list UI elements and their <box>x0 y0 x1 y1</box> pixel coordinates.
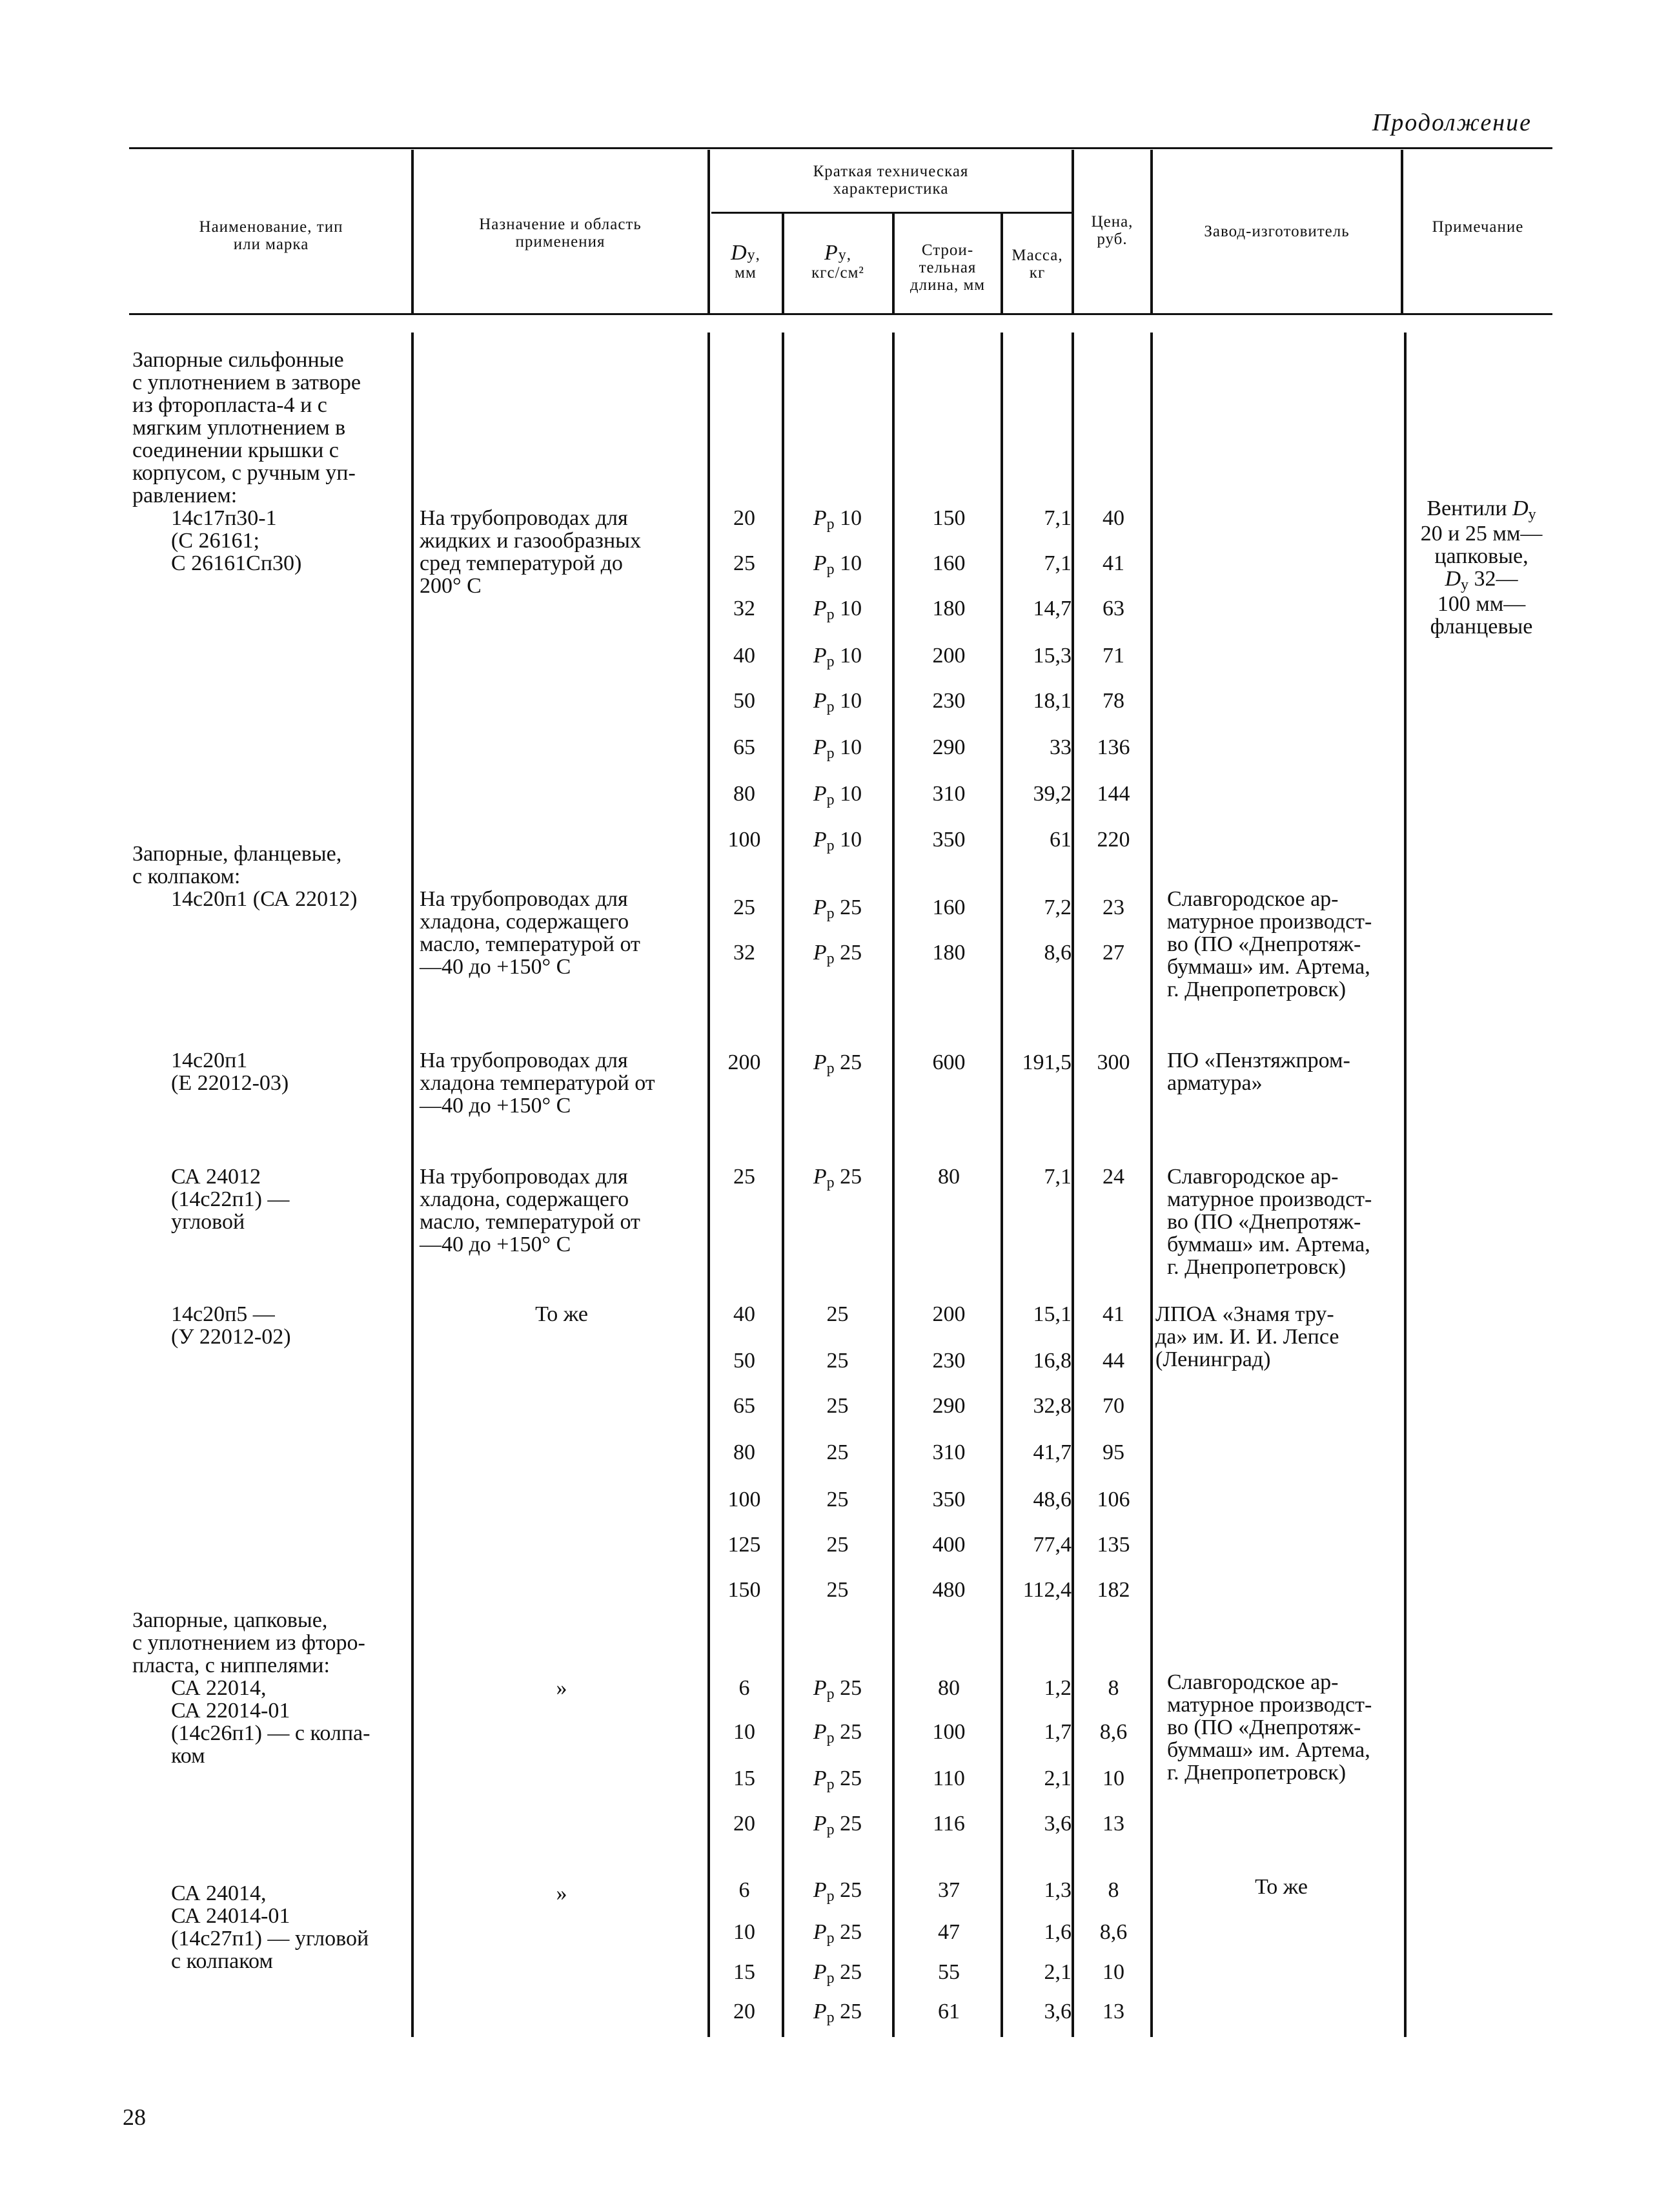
cell-mass: 61 <box>1050 828 1072 852</box>
cell-price: 106 <box>1097 1488 1130 1511</box>
cell-mass: 32,8 <box>1033 1394 1072 1418</box>
cell-length: 230 <box>932 1349 966 1373</box>
cell-length: 80 <box>938 1165 960 1189</box>
header-mass: Масса, кг <box>1011 247 1063 282</box>
note-text: Вентили Dу 20 и 25 мм— цапковые, Dу 32— 100 мм— фланцевые <box>1420 497 1543 639</box>
cell-mass: 7,1 <box>1044 1165 1072 1189</box>
type-name: СА 22014, СА 22014-01 (14с26п1) — с колпа- ком <box>171 1676 371 1768</box>
cell-mass: 39,2 <box>1033 782 1072 806</box>
type-name: 14с20п1 (СА 22012) <box>171 887 358 911</box>
cell-length: 160 <box>932 551 966 575</box>
cell-dy: 10 <box>733 1720 755 1744</box>
cell-price: 300 <box>1097 1050 1130 1074</box>
cell-length: 480 <box>932 1578 966 1602</box>
header-bottom-rule <box>129 313 1552 315</box>
cell-py: 25 <box>826 1488 849 1511</box>
cell-dy: 50 <box>733 689 755 713</box>
cell-length: 290 <box>932 735 966 759</box>
plant-text: Славгородское ар- матурное производст- во (ПО «Днепротяж- буммаш» им. Артема, г. Днепропетровск) <box>1167 887 1372 1001</box>
cell-dy: 25 <box>733 896 755 919</box>
tech-group-rule <box>711 212 1072 214</box>
cell-mass: 16,8 <box>1033 1349 1072 1373</box>
cell-py: Pр 25 <box>813 2000 862 2026</box>
type-name: СА 24014, СА 24014-01 (14с27п1) — угловой с колпаком <box>171 1881 369 1973</box>
col-divider <box>892 333 895 2037</box>
cell-mass: 112,4 <box>1022 1578 1072 1602</box>
cell-dy: 150 <box>727 1578 761 1602</box>
cell-mass: 191,5 <box>1022 1050 1072 1074</box>
cell-price: 10 <box>1103 1960 1124 1984</box>
cell-dy: 40 <box>733 1302 755 1326</box>
type-name: 14с20п1 (Е 22012-03) <box>171 1049 289 1095</box>
cell-py: Pр 25 <box>813 941 862 967</box>
cell-dy: 50 <box>733 1349 755 1373</box>
cell-dy: 10 <box>733 1920 755 1944</box>
cell-length: 200 <box>932 1302 966 1326</box>
plant-text: Славгородское ар- матурное производст- во (ПО «Днепротяж- буммаш» им. Артема, г. Днепропетровск) <box>1167 1165 1372 1279</box>
cell-py: Pр 10 <box>813 644 862 670</box>
cell-mass: 15,3 <box>1033 644 1072 668</box>
cell-mass: 1,3 <box>1044 1878 1072 1902</box>
cell-length: 600 <box>932 1050 966 1074</box>
cell-price: 220 <box>1097 828 1130 852</box>
header-length: Строи- тельная длина, мм <box>910 241 986 294</box>
cell-length: 180 <box>932 941 966 965</box>
cell-length: 150 <box>932 506 966 530</box>
cell-py: Pр 10 <box>813 551 862 578</box>
cell-price: 70 <box>1103 1394 1124 1418</box>
header-dy: Dу, мм <box>731 241 760 282</box>
cell-dy: 20 <box>733 506 755 530</box>
cell-dy: 80 <box>733 782 755 806</box>
cell-price: 144 <box>1097 782 1130 806</box>
cell-dy: 32 <box>733 941 755 965</box>
cell-length: 290 <box>932 1394 966 1418</box>
cell-price: 13 <box>1103 1812 1124 1836</box>
cell-mass: 3,6 <box>1044 1812 1072 1836</box>
cell-mass: 77,4 <box>1033 1533 1072 1557</box>
cell-length: 350 <box>932 1488 966 1511</box>
header-top-rule <box>129 147 1552 149</box>
cell-py: Pр 25 <box>813 1676 862 1703</box>
cell-price: 8,6 <box>1099 1720 1128 1744</box>
header-note: Примечание <box>1432 218 1524 236</box>
plant-text: ЛПОА «Знамя тру- да» им. И. И. Лепсе (Ленинград) <box>1155 1302 1339 1371</box>
plant-text: Славгородское ар- матурное производст- во (ПО «Днепротяж- буммаш» им. Артема, г. Днепропетровск) <box>1167 1670 1372 1785</box>
cell-dy: 32 <box>733 597 755 620</box>
cell-length: 80 <box>938 1676 960 1700</box>
cell-dy: 6 <box>738 1676 750 1700</box>
cell-price: 10 <box>1103 1767 1124 1790</box>
cell-length: 110 <box>933 1767 965 1790</box>
cell-price: 27 <box>1103 941 1124 965</box>
cell-price: 136 <box>1097 735 1130 759</box>
cell-mass: 8,6 <box>1044 941 1072 965</box>
purpose-text: На трубопроводах для хладона температурой от —40 до +150° С <box>420 1049 655 1118</box>
cell-length: 61 <box>938 2000 960 2023</box>
cell-py: Pр 25 <box>813 1165 862 1191</box>
purpose-text: » <box>556 1676 567 1700</box>
cell-length: 350 <box>932 828 966 852</box>
group-name: Запорные, фланцевые, с колпаком: <box>132 842 342 888</box>
purpose-text: То же <box>535 1302 588 1326</box>
plant-text: То же <box>1255 1875 1308 1899</box>
col-divider <box>411 150 414 313</box>
type-name: СА 24012 (14с22п1) — угловой <box>171 1165 290 1234</box>
cell-dy: 20 <box>733 2000 755 2023</box>
type-name: 14с20п5 — (У 22012-02) <box>171 1302 291 1349</box>
cell-price: 95 <box>1103 1440 1124 1464</box>
cell-dy: 25 <box>733 1165 755 1189</box>
cell-price: 24 <box>1103 1165 1124 1189</box>
cell-py: Pр 25 <box>813 1050 862 1077</box>
cell-dy: 65 <box>733 1394 755 1418</box>
cell-length: 160 <box>932 896 966 919</box>
cell-mass: 14,7 <box>1033 597 1072 620</box>
header-plant: Завод-изготовитель <box>1204 223 1350 240</box>
cell-price: 182 <box>1097 1578 1130 1602</box>
cell-mass: 1,6 <box>1044 1920 1072 1944</box>
cell-length: 47 <box>938 1920 960 1944</box>
cell-dy: 200 <box>727 1050 761 1074</box>
cell-price: 41 <box>1103 551 1124 575</box>
cell-length: 100 <box>932 1720 966 1744</box>
cell-py: 25 <box>826 1578 849 1602</box>
purpose-text: » <box>556 1881 567 1905</box>
cell-price: 44 <box>1103 1349 1124 1373</box>
cell-price: 8 <box>1108 1676 1119 1700</box>
cell-length: 55 <box>938 1960 960 1984</box>
cell-dy: 100 <box>727 1488 761 1511</box>
cell-dy: 100 <box>727 828 761 852</box>
cell-mass: 7,1 <box>1044 551 1072 575</box>
cell-mass: 1,2 <box>1044 1676 1072 1700</box>
cell-py: 25 <box>826 1349 849 1373</box>
cell-price: 40 <box>1103 506 1124 530</box>
cell-length: 200 <box>932 644 966 668</box>
cell-py: 25 <box>826 1302 849 1326</box>
cell-price: 23 <box>1103 896 1124 919</box>
type-name: 14с17п30-1 (С 26161; С 26161Сп30) <box>171 506 302 575</box>
cell-length: 116 <box>933 1812 965 1836</box>
cell-dy: 65 <box>733 735 755 759</box>
cell-dy: 40 <box>733 644 755 668</box>
cell-price: 8 <box>1108 1878 1119 1902</box>
cell-py: Pр 25 <box>813 1720 862 1746</box>
cell-py: Pр 25 <box>813 1960 862 1987</box>
cell-py: Pр 10 <box>813 689 862 715</box>
purpose-text: На трубопроводах для хладона, содержащего масло, температурой от —40 до +150° С <box>420 887 640 979</box>
header-name: Наименование, тип или марка <box>199 218 343 253</box>
header-price: Цена, руб. <box>1091 213 1133 248</box>
cell-length: 310 <box>932 1440 966 1464</box>
purpose-text: На трубопроводах для жидких и газообразных сред температурой до 200° С <box>420 506 642 598</box>
cell-length: 180 <box>932 597 966 620</box>
cell-price: 71 <box>1103 644 1124 668</box>
plant-text: ПО «Пензтяжпром- арматура» <box>1167 1049 1350 1095</box>
cell-mass: 7,1 <box>1044 506 1072 530</box>
cell-py: Pр 10 <box>813 828 862 854</box>
cell-dy: 80 <box>733 1440 755 1464</box>
col-divider <box>1001 333 1003 2037</box>
cell-py: Pр 25 <box>813 1767 862 1793</box>
cell-mass: 48,6 <box>1033 1488 1072 1511</box>
cell-dy: 25 <box>733 551 755 575</box>
cell-length: 400 <box>932 1533 966 1557</box>
cell-mass: 3,6 <box>1044 2000 1072 2023</box>
cell-py: Pр 10 <box>813 506 862 533</box>
cell-py: Pр 25 <box>813 1878 862 1905</box>
group-name: Запорные сильфонные с уплотнением в затворе из фторопласта-4 и с мягким уплотнением в соединении крышки с корпусом, с ручным уп- равлением: <box>132 348 361 507</box>
group-name: Запорные, цапковые, с уплотнением из фторо- пласта, с ниппелями: <box>132 1608 365 1677</box>
cell-mass: 7,2 <box>1044 896 1072 919</box>
cell-py: 25 <box>826 1394 849 1418</box>
cell-price: 135 <box>1097 1533 1130 1557</box>
cell-price: 78 <box>1103 689 1124 713</box>
cell-mass: 1,7 <box>1044 1720 1072 1744</box>
cell-mass: 18,1 <box>1033 689 1072 713</box>
cell-mass: 2,1 <box>1044 1960 1072 1984</box>
cell-price: 63 <box>1103 597 1124 620</box>
cell-dy: 6 <box>738 1878 750 1902</box>
cell-price: 41 <box>1103 1302 1124 1326</box>
header-py: Pу, кгс/см² <box>811 241 864 282</box>
cell-py: Pр 25 <box>813 896 862 922</box>
cell-length: 310 <box>932 782 966 806</box>
cell-py: Pр 10 <box>813 735 862 762</box>
cell-dy: 125 <box>727 1533 761 1557</box>
cell-length: 37 <box>938 1878 960 1902</box>
cell-dy: 15 <box>733 1960 755 1984</box>
cell-dy: 15 <box>733 1767 755 1790</box>
header-tech-group: Краткая техническая характеристика <box>813 163 969 198</box>
cell-price: 8,6 <box>1099 1920 1128 1944</box>
continuation-label: Продолжение <box>1372 109 1532 136</box>
cell-py: 25 <box>826 1533 849 1557</box>
cell-py: Pр 25 <box>813 1812 862 1838</box>
cell-mass: 33 <box>1050 735 1072 759</box>
page-number: 28 <box>123 2104 146 2130</box>
cell-py: 25 <box>826 1440 849 1464</box>
cell-py: Pр 10 <box>813 597 862 623</box>
header-purpose: Назначение и область применения <box>479 216 642 251</box>
cell-price: 13 <box>1103 2000 1124 2023</box>
cell-mass: 41,7 <box>1033 1440 1072 1464</box>
col-divider <box>1072 333 1074 2037</box>
cell-dy: 20 <box>733 1812 755 1836</box>
cell-py: Pр 10 <box>813 782 862 808</box>
cell-py: Pр 25 <box>813 1920 862 1947</box>
cell-mass: 15,1 <box>1033 1302 1072 1326</box>
cell-mass: 2,1 <box>1044 1767 1072 1790</box>
cell-length: 230 <box>932 689 966 713</box>
purpose-text: На трубопроводах для хладона, содержащего масло, температурой от —40 до +150° С <box>420 1165 640 1256</box>
